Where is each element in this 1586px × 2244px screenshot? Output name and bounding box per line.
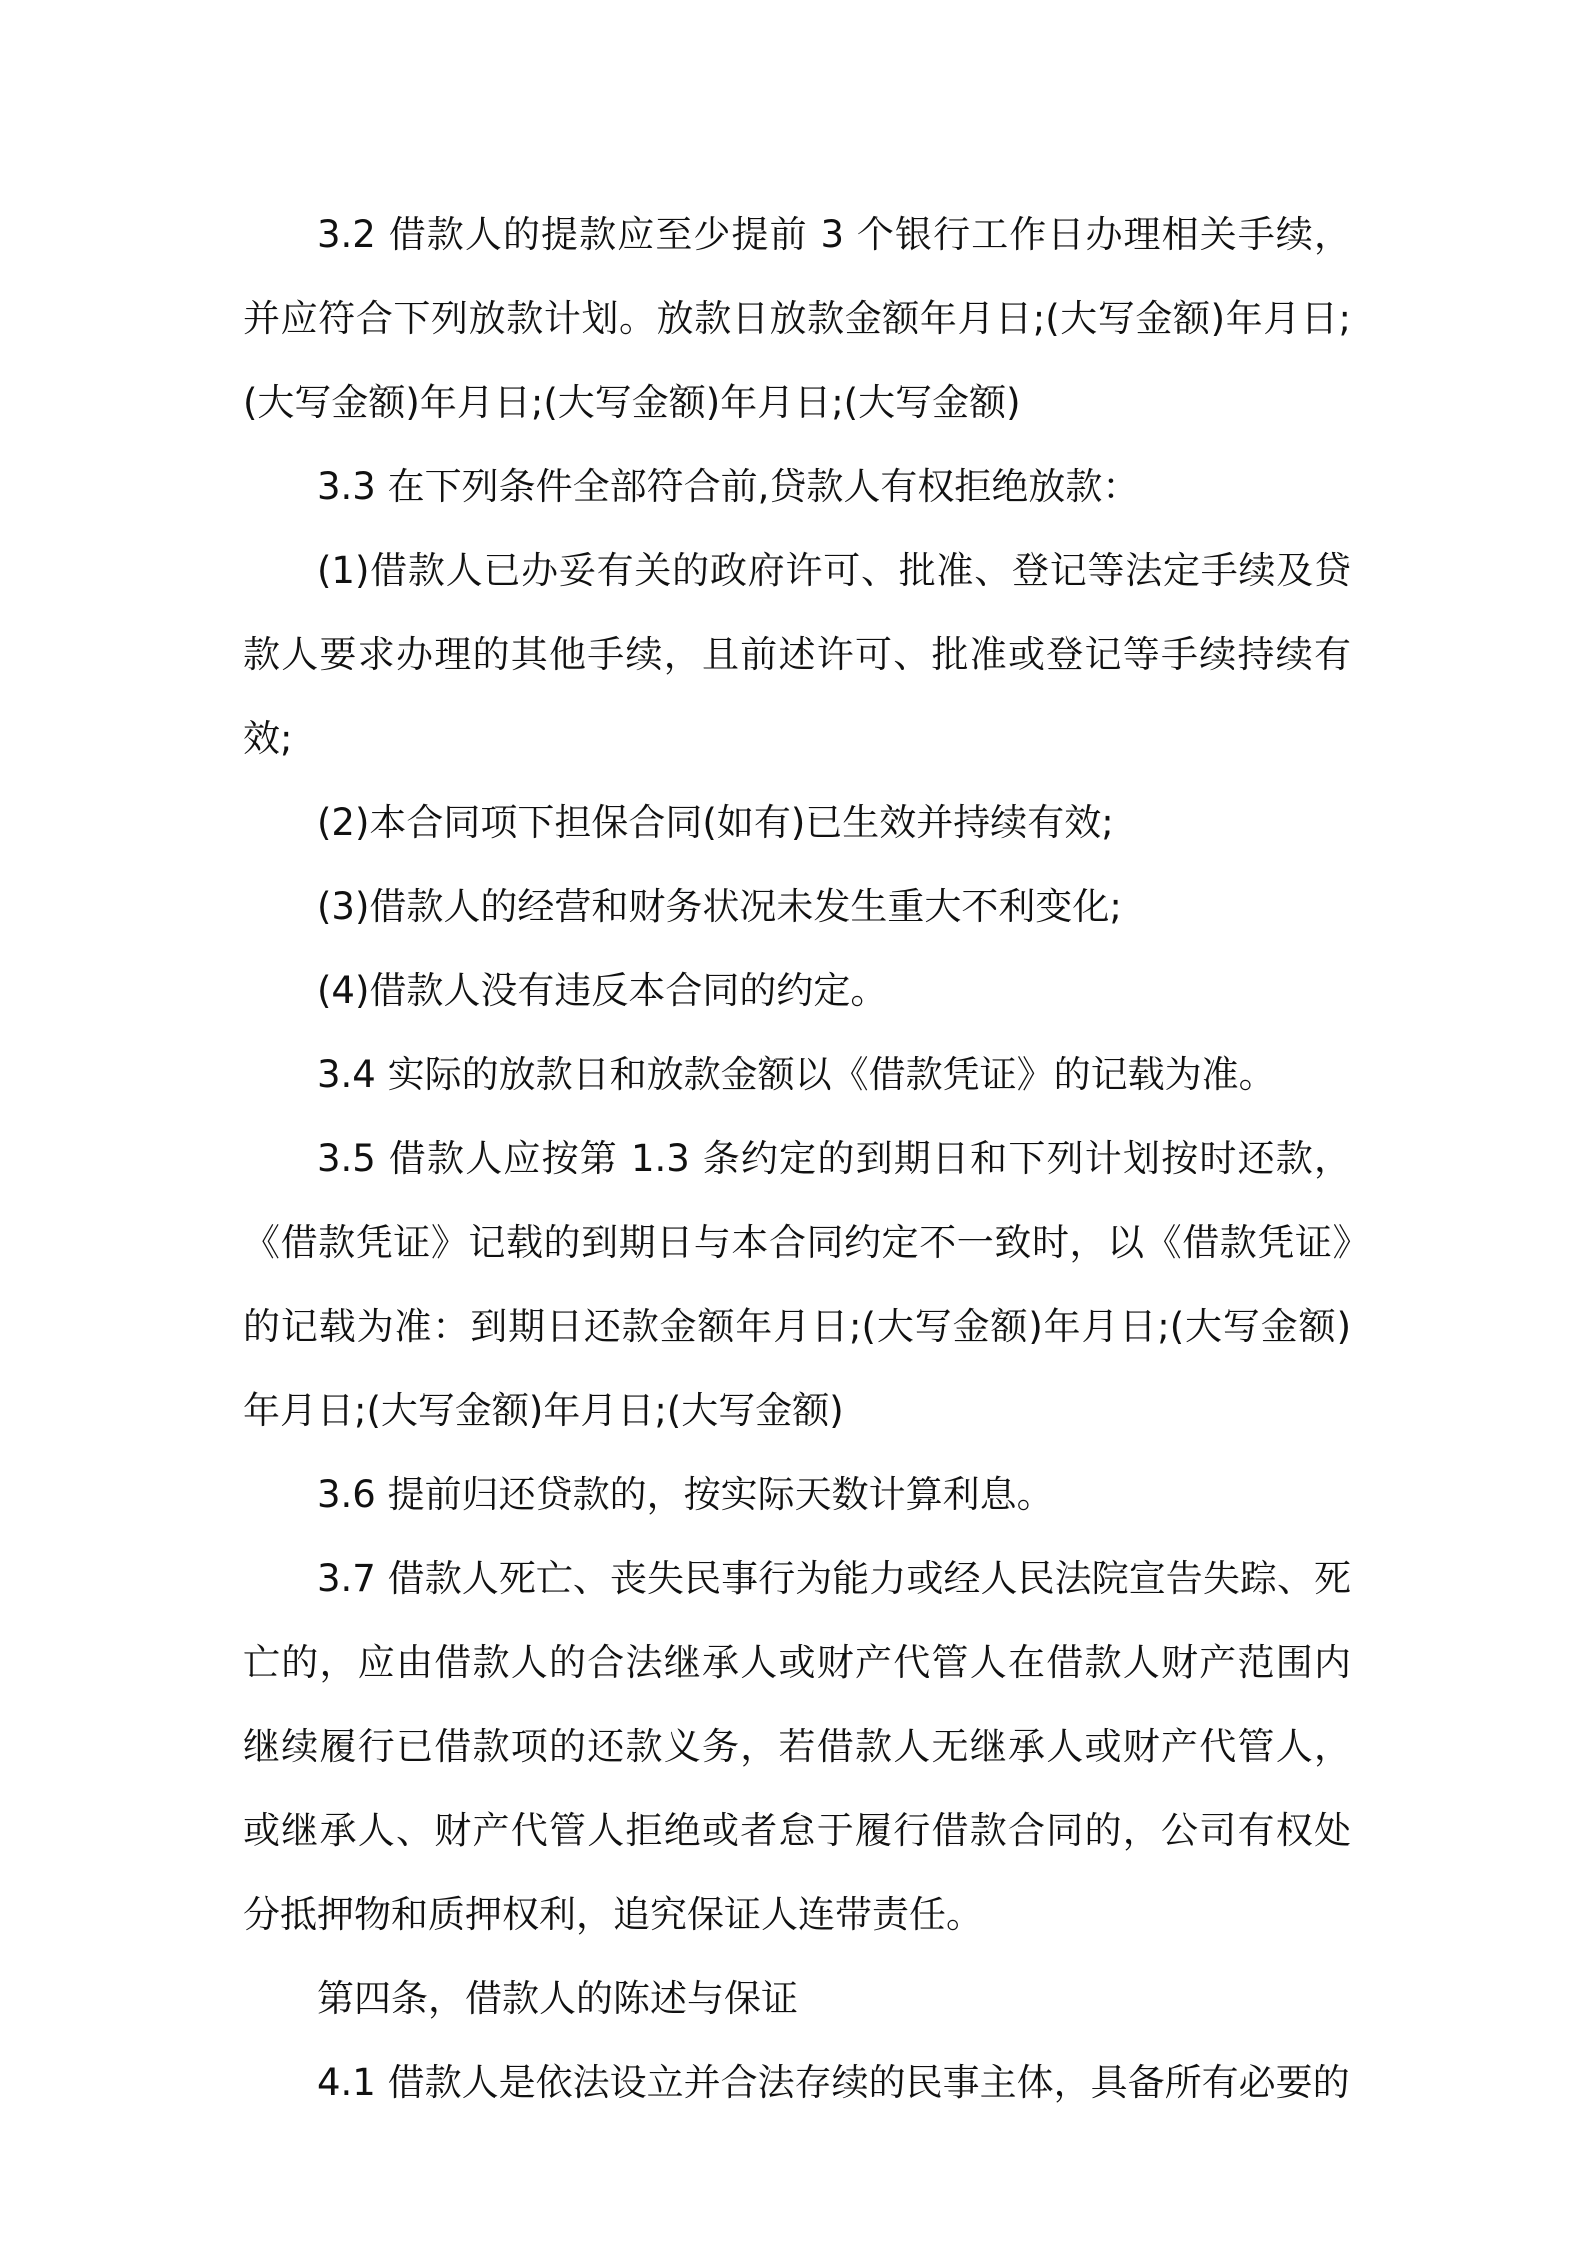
paragraph-3-3: 3.3 在下列条件全部符合前,贷款人有权拒绝放款： (317, 465, 1140, 508)
document-body (243, 193, 1351, 2125)
section-heading-article-4: 第四条，借款人的陈述与保证 (317, 1977, 798, 2020)
paragraph-4-1: 4.1 借款人是依法设立并合法存续的民事主体，具备所有必要的 (317, 2061, 1350, 2104)
paragraph-condition-2: (2)本合同项下担保合同(如有)已生效并持续有效; (317, 801, 1114, 844)
paragraph-3-5: 3.5 借款人应按第 1.3 条约定的到期日和下列计划按时还款，《借款凭证》记载的到期日与本合同约定不一致时，以《借款凭证》的记载为准：到期日还款金额年月日;(大写金额)年月日;(大写金额)年月日;(大写金额)年月日;(大写金额) (243, 1137, 1351, 1432)
paragraph-condition-1: (1)借款人已办妥有关的政府许可、批准、登记等法定手续及贷款人要求办理的其他手续，且前述许可、批准或登记等手续持续有效; (243, 549, 1351, 760)
paragraph-condition-4: (4)借款人没有违反本合同的约定。 (317, 969, 888, 1012)
paragraph-3-7: 3.7 借款人死亡、丧失民事行为能力或经人民法院宣告失踪、死亡的，应由借款人的合法继承人或财产代管人在借款人财产范围内继续履行已借款项的还款义务，若借款人无继承人或财产代管人，或继承人、财产代管人拒绝或者怠于履行借款合同的，公司有权处分抵押物和质押权利，追究保证人连带责任。 (243, 1557, 1351, 1936)
paragraph-condition-3: (3)借款人的经营和财务状况未发生重大不利变化; (317, 885, 1122, 928)
paragraph-3-4: 3.4 实际的放款日和放款金额以《借款凭证》的记载为准。 (317, 1053, 1276, 1096)
paragraph-3-2: 3.2 借款人的提款应至少提前 3 个银行工作日办理相关手续，并应符合下列放款计划。放款日放款金额年月日;(大写金额)年月日;(大写金额)年月日;(大写金额)年月日;(大写金额) (243, 213, 1351, 424)
paragraph-3-6: 3.6 提前归还贷款的，按实际天数计算利息。 (317, 1473, 1054, 1516)
